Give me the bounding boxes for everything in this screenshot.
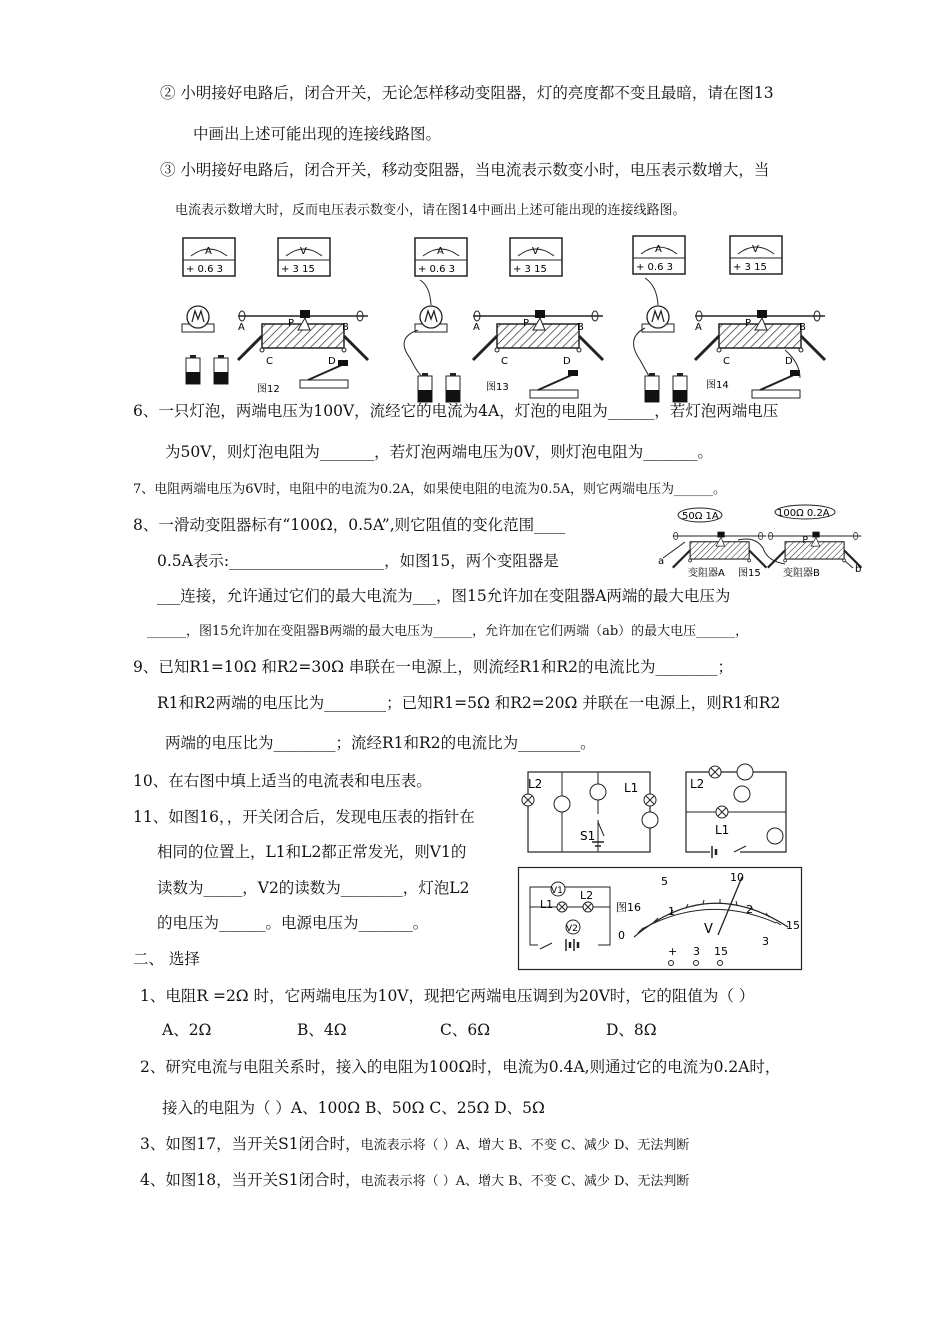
question-9-line-1: 9、已知R1=10Ω 和R2=30Ω 串联在一电源上，则流经R1和R2的电流比为________； — [133, 658, 733, 676]
ammeter-letter: A — [437, 246, 444, 257]
terminal-d: D — [328, 356, 336, 367]
fig13-label: 图13 — [486, 382, 509, 393]
label-l1: L1 — [624, 781, 639, 795]
figure-16 — [518, 867, 803, 971]
terminal-b: B — [577, 322, 584, 333]
choice-q1: 1、电阻R =2Ω 时，它两端电压为10V，现把它两端电压调到为20V时，它的阻值为（ ） — [140, 987, 755, 1005]
ammeter-scale: + 0.6 3 — [636, 262, 674, 273]
fig12-label: 图12 — [257, 384, 280, 395]
fig16-label: 图16 — [616, 901, 641, 914]
tick-15: 15 — [786, 919, 800, 932]
rheo-a-tag: 50Ω 1A — [682, 511, 719, 522]
label-l2: L2 — [528, 777, 543, 791]
label-l1: L1 — [715, 823, 730, 837]
ammeter-scale: + 0.6 3 — [186, 264, 224, 275]
term-15: 15 — [714, 945, 728, 958]
text-line: 中画出上述可能出现的连接线路图。 — [193, 125, 442, 143]
question-8-line-4: ______，图15允许加在变阻器B两端的最大电压为______，允许加在它们两端（ab）的最大电压______， — [147, 624, 749, 639]
slider-p: P — [288, 318, 295, 329]
label-l2: L2 — [690, 777, 705, 791]
label-v1: V1 — [551, 886, 563, 896]
text-line: 电流表示数增大时，反而电压表示数变小，请在图14中画出上述可能出现的连接线路图。 — [175, 203, 686, 218]
question-8-line-1: 8、一滑动变阻器标有“100Ω，0.5A”,则它阻值的变化范围____ — [133, 516, 566, 534]
question-11-line-2: 相同的位置上，L1和L2都正常发光，则V1的 — [157, 843, 467, 861]
choice-q3-options: 电流表示将（ ）A、增大 B、不变 C、减少 D、无法判断 — [360, 1138, 690, 1153]
terminal-a: A — [695, 322, 702, 333]
figures-12-14 — [0, 228, 950, 398]
label-v2: V2 — [566, 924, 578, 934]
label-l1: L1 — [540, 898, 554, 911]
fig15-label: 图15 — [738, 568, 761, 579]
choice-q2-line-1: 2、研究电流与电阻关系时，接入的电阻为100Ω时，电流为0.4A,则通过它的电流为0.2A时， — [140, 1058, 781, 1076]
question-11-line-4: 的电压为______。电源电压为_______。 — [157, 914, 429, 932]
tick-2: 2 — [746, 903, 753, 916]
choice-q4-options: 电流表示将（ ）A、增大 B、不变 C、减少 D、无法判断 — [360, 1174, 690, 1189]
question-11-line-3: 读数为_____，V2的读数为________，灯泡L2 — [157, 879, 470, 897]
label-l2: L2 — [580, 889, 594, 902]
tick-10: 10 — [730, 871, 744, 884]
choice-q3 — [140, 1135, 689, 1154]
question-7: 7、电阻两端电压为6V时，电阻中的电流为0.2A，如果使电阻的电流为0.5A，则它两端电压为______。 — [133, 482, 727, 497]
voltmeter-letter: V — [300, 246, 307, 257]
voltmeter-scale: + 3 15 — [733, 262, 767, 273]
choice-q1-option-d: D、8Ω — [606, 1021, 657, 1039]
text-line: ② 小明接好电路后，闭合开关，无论怎样移动变阻器，灯的亮度都不变且最暗，请在图13 — [160, 84, 774, 102]
ammeter-letter: A — [655, 244, 662, 255]
section-2-heading: 二、 选择 — [133, 950, 200, 968]
rheo-b-tag: 100Ω 0.2A — [777, 508, 830, 519]
terminal-c: C — [501, 356, 508, 367]
question-6-line-2: 为50V，则灯泡电阻为_______，若灯泡两端电压为0V，则灯泡电阻为_______。 — [165, 443, 713, 461]
choice-q4 — [140, 1171, 689, 1190]
slider-p: P — [745, 318, 752, 329]
end-b: b — [855, 564, 862, 575]
choice-q1-option-b: B、4Ω — [297, 1021, 347, 1039]
choice-q1-option-c: C、6Ω — [440, 1021, 491, 1039]
ammeter-letter: A — [205, 246, 212, 257]
question-8-line-2: 0.5A表示:____________________，如图15，两个变阻器是 — [157, 552, 559, 570]
voltmeter-scale: + 3 15 — [281, 264, 315, 275]
choice-q4-stem: 4、如图18，当开关S1闭合时， — [140, 1171, 361, 1189]
terminal-d: D — [563, 356, 571, 367]
terminal-a: A — [473, 322, 480, 333]
voltmeter-letter: V — [532, 246, 539, 257]
terminal-b: B — [799, 322, 806, 333]
question-6-line-1: 6、一只灯泡，两端电压为100V，流经它的电流为4A，灯泡的电阻为______，若灯泡两端电压 — [133, 402, 779, 420]
voltmeter-scale: + 3 15 — [513, 264, 547, 275]
tick-5: 5 — [661, 875, 668, 888]
voltmeter-letter: V — [752, 244, 759, 255]
terminal-b: B — [342, 322, 349, 333]
slider-p: P — [802, 535, 809, 547]
choice-q3-stem: 3、如图17，当开关S1闭合时， — [140, 1135, 361, 1153]
term-plus: + — [668, 945, 678, 958]
tick-0: 0 — [618, 929, 625, 942]
text-line: ③ 小明接好电路后，闭合开关，移动变阻器，当电流表示数变小时，电压表示数增大，当 — [160, 161, 770, 179]
terminal-c: C — [723, 356, 730, 367]
ammeter-scale: + 0.6 3 — [418, 264, 456, 275]
figure-15 — [655, 506, 870, 586]
dial-v: V — [704, 922, 713, 937]
terminal-c: C — [266, 356, 273, 367]
question-9-line-3: 两端的电压比为________；流经R1和R2的电流比为________。 — [165, 734, 596, 752]
choice-q1-option-a: A、2Ω — [162, 1021, 212, 1039]
terminal-d: D — [785, 356, 793, 367]
question-9-line-2: R1和R2两端的电压比为________；已知R1=5Ω 和R2=20Ω 并联在一电源上，则R1和R2 — [157, 694, 781, 712]
slider-p: P — [523, 318, 530, 329]
question-10: 10、在右图中填上适当的电流表和电压表。 — [133, 772, 432, 790]
term-3: 3 — [693, 945, 700, 958]
tick-1: 1 — [668, 905, 675, 918]
end-a: a — [658, 556, 665, 567]
circuit-q10 — [510, 764, 810, 864]
fig14-label: 图14 — [706, 380, 729, 391]
rheo-b-label: 变阻器B — [783, 568, 820, 579]
terminal-a: A — [238, 322, 245, 333]
tick-3: 3 — [762, 935, 769, 948]
label-s1: S1 — [580, 829, 596, 843]
question-11-line-1: 11、如图16，，开关闭合后，发现电压表的指针在 — [133, 808, 475, 826]
question-8-line-3: ___连接，允许通过它们的最大电流为___，图15允许加在变阻器A两端的最大电压为 — [157, 587, 731, 605]
choice-q2-line-2: 接入的电阻为（ ）A、100Ω B、50Ω C、25Ω D、5Ω — [162, 1099, 545, 1117]
rheo-a-label: 变阻器A — [688, 568, 725, 579]
